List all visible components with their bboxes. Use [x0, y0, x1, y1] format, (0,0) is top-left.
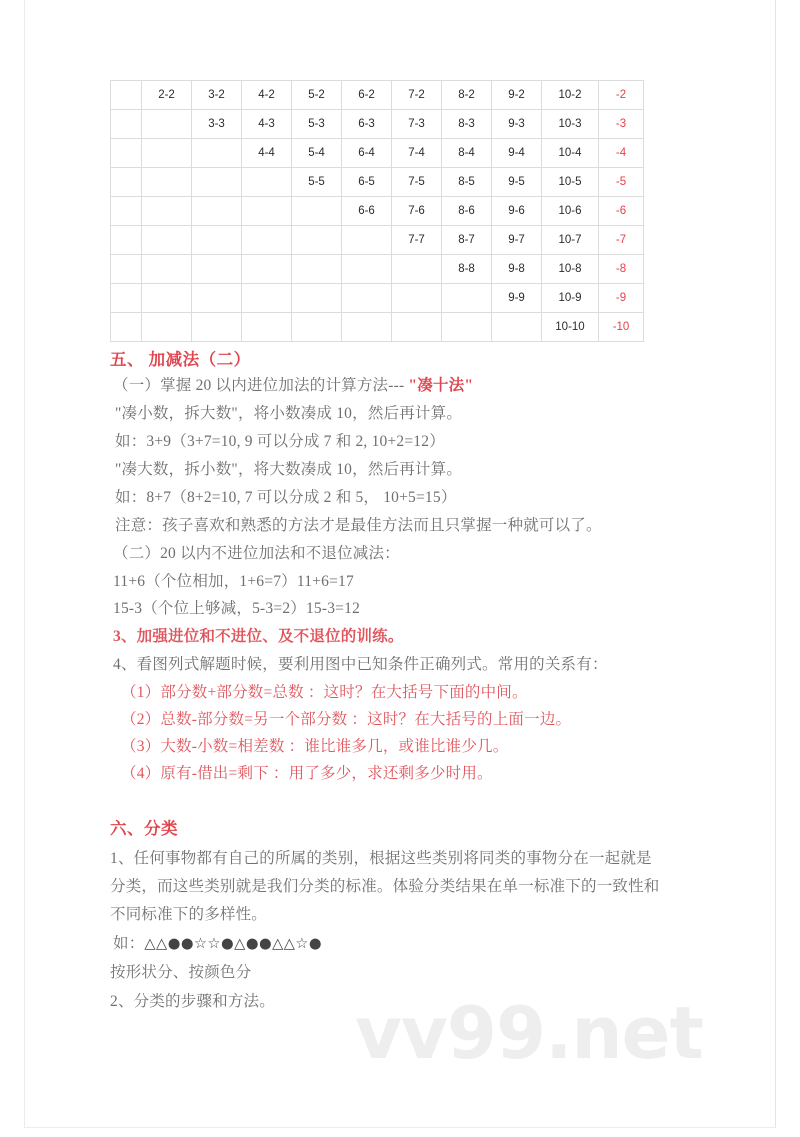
- table-cell: 10-6: [542, 197, 599, 226]
- table-cell: 6-5: [342, 168, 392, 197]
- table-cell: [142, 284, 192, 313]
- table-cell: [192, 139, 242, 168]
- table-cell: 10-3: [542, 110, 599, 139]
- section-five-heading: 五、 加减法（二）: [110, 350, 251, 369]
- section-five-line-9: 15-3（个位上够减，5-3=2）15-3=12: [113, 600, 361, 617]
- table-cell: [292, 255, 342, 284]
- table-cell: [192, 168, 242, 197]
- table-cell: 9-7: [492, 226, 542, 255]
- table-cell: [242, 197, 292, 226]
- table-cell: [342, 313, 392, 342]
- table-cell: 2-2: [142, 81, 192, 110]
- table-cell: [142, 313, 192, 342]
- table-cell: 6-4: [342, 139, 392, 168]
- table-cell-spacer: [111, 139, 142, 168]
- table-cell: 7-7: [392, 226, 442, 255]
- table-cell: 3-2: [192, 81, 242, 110]
- section-five-line-1: [113, 378, 473, 394]
- table-cell: [242, 255, 292, 284]
- table-cell: 10-4: [542, 139, 599, 168]
- table-cell: [242, 284, 292, 313]
- table-cell: 9-6: [492, 197, 542, 226]
- table-cell: 7-4: [392, 139, 442, 168]
- line-1-text: （一）掌握 20 以内进位加法的计算方法---: [113, 377, 409, 394]
- table-cell-spacer: [111, 110, 142, 139]
- table-cell: 6-3: [342, 110, 392, 139]
- section-six-para-line-3: 不同标准下的多样性。: [110, 906, 268, 923]
- table-cell: [292, 313, 342, 342]
- table-cell-result: -8: [599, 255, 644, 284]
- table-cell: 9-3: [492, 110, 542, 139]
- section-five-line-4: "凑大数，拆小数"，将大数凑成 10，然后再计算。: [115, 461, 463, 478]
- table-cell: [342, 284, 392, 313]
- table-cell: [142, 255, 192, 284]
- table-cell-result: -9: [599, 284, 644, 313]
- table-cell-result: -4: [599, 139, 644, 168]
- table-cell-spacer: [111, 284, 142, 313]
- table-cell: [342, 226, 392, 255]
- table-cell: [142, 226, 192, 255]
- table-cell: [192, 284, 242, 313]
- table-cell: [142, 197, 192, 226]
- table-cell: [242, 313, 292, 342]
- table-cell: [192, 255, 242, 284]
- table-cell: 8-3: [442, 110, 492, 139]
- section-five-line-7: （二）20 以内不进位加法和不退位减法：: [113, 545, 400, 562]
- table-cell: [392, 313, 442, 342]
- section-five-line-2: "凑小数，拆大数"，将小数凑成 10，然后再计算。: [115, 405, 463, 422]
- section-five-line-5: 如：8+7（8+2=10, 7 可以分成 2 和 5， 10+5=15）: [115, 489, 457, 506]
- table-cell: [342, 255, 392, 284]
- decomposition-table-container: [110, 80, 642, 342]
- table-row: [111, 81, 644, 110]
- relation-item-3: （3）大数-小数=相差数 ：谁比谁多几，或谁比谁少几。: [121, 738, 509, 755]
- table-cell: 5-4: [292, 139, 342, 168]
- section-five-line-3: 如：3+9（3+7=10, 9 可以分成 7 和 2, 10+2=12）: [115, 433, 445, 450]
- section-six-heading: 六、分类: [110, 819, 178, 838]
- table-cell: 10-9: [542, 284, 599, 313]
- example-prefix: 如：: [113, 935, 145, 952]
- table-cell: 9-8: [492, 255, 542, 284]
- table-cell: [142, 139, 192, 168]
- table-cell: 4-4: [242, 139, 292, 168]
- table-row: [111, 313, 644, 342]
- table-cell-result: -6: [599, 197, 644, 226]
- page-content: [25, 0, 775, 1127]
- table-cell: 7-5: [392, 168, 442, 197]
- section-five-line-8: 11+6（个位相加，1+6=7）11+6=17: [113, 573, 354, 590]
- table-cell: 8-5: [442, 168, 492, 197]
- table-cell-spacer: [111, 255, 142, 284]
- table-row: [111, 168, 644, 197]
- table-cell: [392, 284, 442, 313]
- table-cell: 9-2: [492, 81, 542, 110]
- table-cell-result: -3: [599, 110, 644, 139]
- section-six-example-line: [113, 936, 322, 952]
- site-watermark: vv99.net: [355, 991, 703, 1075]
- table-cell: [292, 284, 342, 313]
- table-cell: 6-6: [342, 197, 392, 226]
- table-cell-spacer: [111, 226, 142, 255]
- relation-item-4: （4）原有-借出=剩下 ：用了多少，求还剩多少时用。: [121, 765, 493, 782]
- table-cell: [142, 110, 192, 139]
- section-six-classify-line: 按形状分、按颜色分: [110, 964, 252, 981]
- table-row: [111, 139, 644, 168]
- shape-sequence: △△●●☆☆●△●●△△☆●: [144, 936, 323, 952]
- table-cell: 5-2: [292, 81, 342, 110]
- table-row: [111, 284, 644, 313]
- section-five-line-11: 4、看图列式解题时候，要利用图中已知条件正确列式。常用的关系有：: [113, 656, 608, 673]
- table-cell: 10-7: [542, 226, 599, 255]
- table-cell: [292, 197, 342, 226]
- table-cell-result: -2: [599, 81, 644, 110]
- table-cell: 6-2: [342, 81, 392, 110]
- table-cell-spacer: [111, 168, 142, 197]
- table-cell: 7-2: [392, 81, 442, 110]
- table-cell-spacer: [111, 81, 142, 110]
- document-page: [24, 0, 776, 1128]
- table-cell: 8-7: [442, 226, 492, 255]
- table-cell: 10-8: [542, 255, 599, 284]
- section-six-steps-line: 2、分类的步骤和方法。: [110, 993, 275, 1010]
- section-six-para-line-2: 分类，而这些类别就是我们分类的标准。体验分类结果在单一标准下的一致性和: [110, 878, 660, 895]
- table-cell: [392, 255, 442, 284]
- subtraction-decomposition-table: [110, 80, 644, 342]
- table-cell-result: -7: [599, 226, 644, 255]
- table-cell-spacer: [111, 313, 142, 342]
- section-five-line-6: 注意：孩子喜欢和熟悉的方法才是最佳方法而且只掌握一种就可以了。: [115, 517, 602, 534]
- section-five-line-10-training: 3、加强进位和不进位、及不退位的训练。: [113, 628, 404, 645]
- table-row: [111, 197, 644, 226]
- table-cell-result: -5: [599, 168, 644, 197]
- table-cell: 8-4: [442, 139, 492, 168]
- relation-item-2: （2）总数-部分数=另一个部分数 ：这时？在大括号的上面一边。: [121, 711, 572, 728]
- table-cell: 4-3: [242, 110, 292, 139]
- cou-shi-fa-term: "凑十法": [408, 377, 474, 394]
- table-cell: 8-6: [442, 197, 492, 226]
- table-row: [111, 110, 644, 139]
- relation-item-1: （1）部分数+部分数=总数 ：这时？在大括号下面的中间。: [121, 684, 528, 701]
- table-cell: [192, 226, 242, 255]
- table-cell: 4-2: [242, 81, 292, 110]
- table-cell: [142, 168, 192, 197]
- table-cell: 7-3: [392, 110, 442, 139]
- table-cell: 5-5: [292, 168, 342, 197]
- table-cell: [192, 197, 242, 226]
- table-cell: [292, 226, 342, 255]
- table-cell-result: -10: [599, 313, 644, 342]
- table-cell: [442, 284, 492, 313]
- table-cell: [442, 313, 492, 342]
- table-cell: 9-9: [492, 284, 542, 313]
- section-six-para-line-1: 1、任何事物都有自己的所属的类别，根据这些类别将同类的事物分在一起就是: [110, 850, 652, 867]
- table-cell: [242, 226, 292, 255]
- table-cell: 10-2: [542, 81, 599, 110]
- table-cell: 8-8: [442, 255, 492, 284]
- table-cell: 7-6: [392, 197, 442, 226]
- table-cell: 10-10: [542, 313, 599, 342]
- table-cell: 10-5: [542, 168, 599, 197]
- table-row: [111, 255, 644, 284]
- table-cell: 3-3: [192, 110, 242, 139]
- table-cell: [492, 313, 542, 342]
- table-cell-spacer: [111, 197, 142, 226]
- table-row: [111, 226, 644, 255]
- table-cell: 9-5: [492, 168, 542, 197]
- table-cell: [192, 313, 242, 342]
- table-cell: 5-3: [292, 110, 342, 139]
- table-cell: 9-4: [492, 139, 542, 168]
- table-cell: 8-2: [442, 81, 492, 110]
- table-cell: [242, 168, 292, 197]
